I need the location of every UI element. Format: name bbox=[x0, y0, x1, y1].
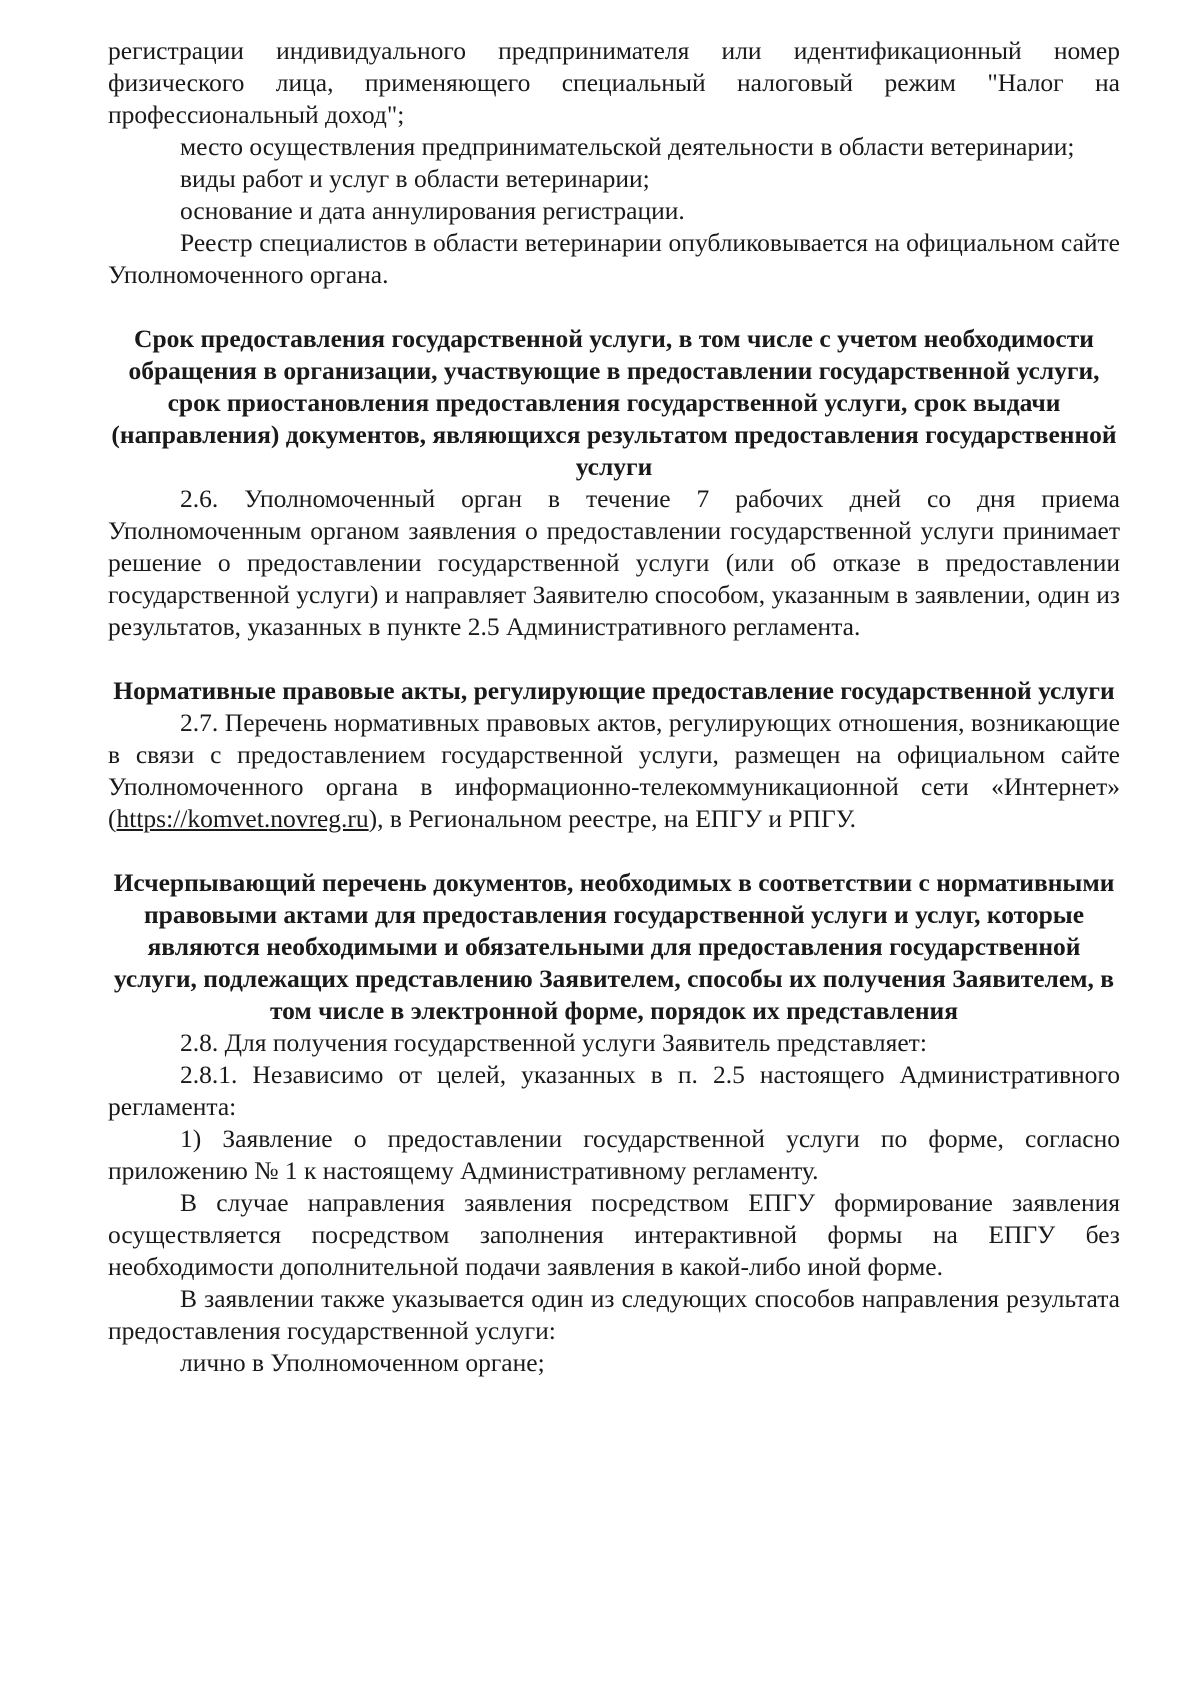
paragraph-place-of-activity: место осуществления предпринимательской деятельности в области ветеринарии; bbox=[180, 132, 1075, 161]
link-komvet-site[interactable]: https://komvet.novreg.ru bbox=[116, 804, 369, 833]
section-heading-legal-acts: Нормативные правовые акты, регулирующие предоставление государственной услуги bbox=[113, 676, 1115, 705]
spacer bbox=[108, 291, 1120, 323]
paragraph-2-8: 2.8. Для получения государственной услуги Заявитель представляет: bbox=[180, 1028, 927, 1057]
document-body bbox=[108, 35, 1120, 1379]
spacer bbox=[108, 835, 1120, 867]
paragraph-epgu-submission: В случае направления заявления посредством ЕПГУ формирование заявления осуществляется посредством заполнения интерактивной формы на ЕПГУ без необходимости дополнительной подачи заявления в какой-либо иной форме. bbox=[108, 1188, 1120, 1281]
paragraph-in-person: лично в Уполномоченном органе; bbox=[180, 1348, 545, 1377]
paragraph-types-of-work: виды работ и услуг в области ветеринарии; bbox=[180, 164, 650, 193]
paragraph-result-delivery-methods: В заявлении также указывается один из следующих способов направления результата предоставления государственной услуги: bbox=[108, 1284, 1120, 1345]
paragraph-2-7 bbox=[108, 707, 1120, 835]
paragraph-annulment-basis: основание и дата аннулирования регистрации. bbox=[180, 196, 685, 225]
section-heading-service-term: Срок предоставления государственной услуги, в том числе с учетом необходимости обращения в организации, участвующие в предоставлении государственной услуги, срок приостановления предоставления государственной услуги, срок выдачи (направления) документов, являющихся результатом предоставления государственной услуги bbox=[111, 324, 1117, 481]
section-heading-documents-list: Исчерпывающий перечень документов, необходимых в соответствии с нормативными правовыми актами для предоставления государственной услуги и услуг, которые являются необходимыми и обязательными для предоставления государственной услуги, подлежащих представлению Заявителем, способы их получения Заявителем, в том числе в электронной форме, порядок их представления bbox=[113, 868, 1115, 1025]
paragraph-registration-number: регистрации индивидуального предпринимателя или идентификационный номер физического лица, применяющего специальный налоговый режим "Налог на профессиональный доход"; bbox=[108, 36, 1120, 129]
paragraph-2-7-text-start: 2.7. Перечень нормативных правовых актов, регулирующих отношения, возникающие в связи с предоставлением государственной услуги, размещен на официальном сайте Уполномоченного органа в информационно-телекоммуникационной сети «Интернет» ( bbox=[108, 708, 1120, 833]
paragraph-2-6: 2.6. Уполномоченный орган в течение 7 рабочих дней со дня приема Уполномоченным органом заявления о предоставлении государственной услуги принимает решение о предоставлении государственной услуги (или об отказе в предоставлении государственной услуги) и направляет Заявителю способом, указанным в заявлении, один из результатов, указанных в пункте 2.5 Административного регламента. bbox=[108, 484, 1120, 641]
paragraph-2-8-1: 2.8.1. Независимо от целей, указанных в п. 2.5 настоящего Административного регламента: bbox=[108, 1060, 1120, 1121]
spacer bbox=[108, 643, 1120, 675]
paragraph-registry-publication: Реестр специалистов в области ветеринарии опубликовывается на официальном сайте Уполномоченного органа. bbox=[108, 228, 1120, 289]
paragraph-application-form: 1) Заявление о предоставлении государственной услуги по форме, согласно приложению № 1 к настоящему Административному регламенту. bbox=[108, 1124, 1120, 1185]
paragraph-2-7-text-end: ), в Региональном реестре, на ЕПГУ и РПГУ. bbox=[368, 804, 857, 833]
